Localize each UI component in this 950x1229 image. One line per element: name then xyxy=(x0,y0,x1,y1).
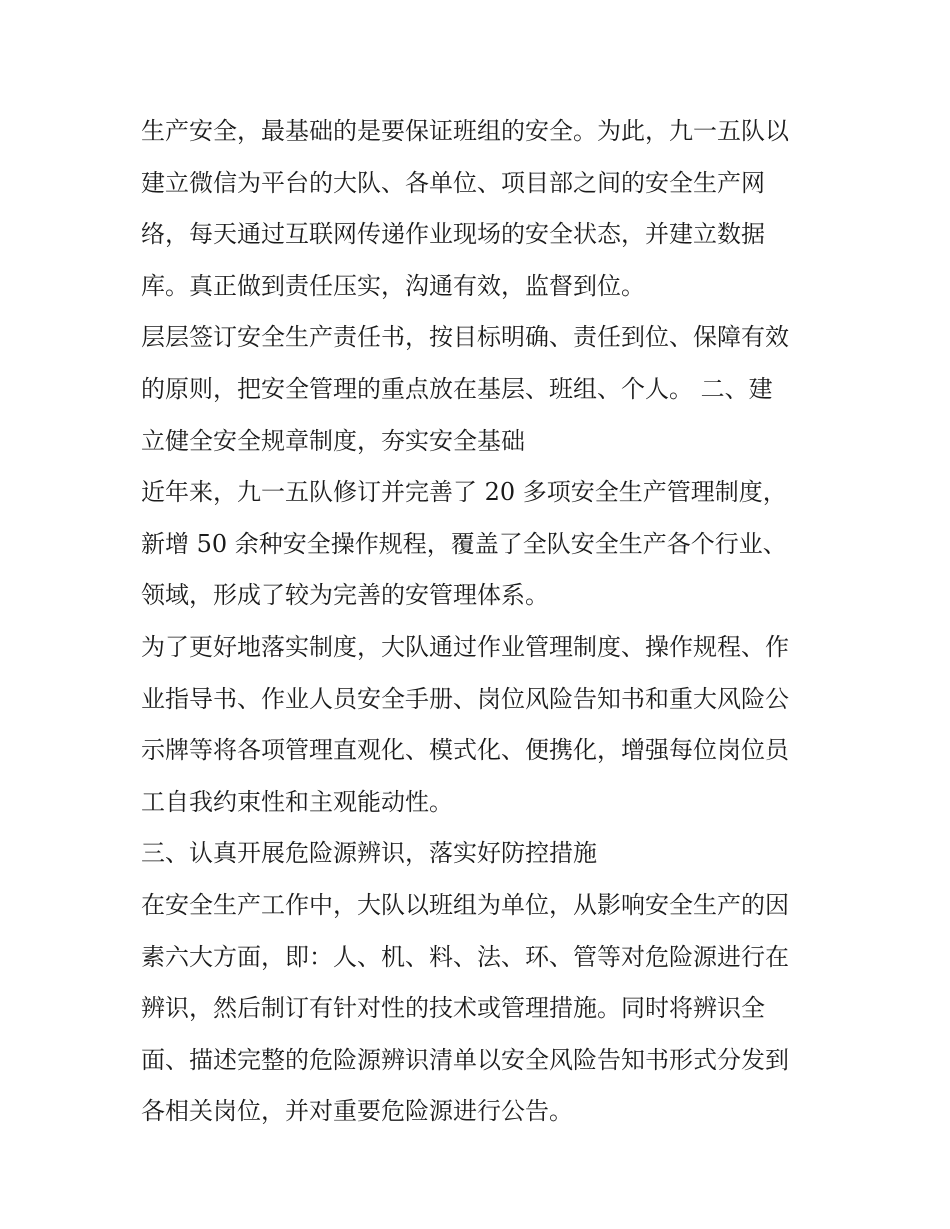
text-line: 近年来，九一五队修订并完善了 20 多项安全生产管理制度， xyxy=(141,478,787,507)
text-line: 业指导书、作业人员安全手册、岗位风险告知书和重大风险公 xyxy=(141,684,789,713)
text-line: 工自我约束性和主观能动性。 xyxy=(141,787,453,816)
text-line: 示牌等将各项管理直观化、模式化、便携化，增强每位岗位员 xyxy=(141,736,789,765)
text-line: 库。真正做到责任压实，沟通有效，监督到位。 xyxy=(141,271,645,300)
text-line: 生产安全，最基础的是要保证班组的安全。为此，九一五队以 xyxy=(141,117,789,145)
paragraph-responsibility xyxy=(141,312,821,467)
document-body xyxy=(141,106,821,1138)
text-line: 面、描述完整的危险源辨识清单以安全风险告知书形式分发到 xyxy=(141,1045,789,1074)
text-line: 层层签订安全生产责任书，按目标明确、责任到位、保障有效 xyxy=(141,323,789,352)
section-heading-hazard-identification xyxy=(141,828,821,880)
paragraph-implementation xyxy=(141,622,821,828)
text-line: 建立微信为平台的大队、各单位、项目部之间的安全生产网 xyxy=(141,168,765,197)
text-line: 新增 50 余种安全操作规程，覆盖了全队安全生产各个行业、 xyxy=(141,529,787,558)
text-line: 的原则，把安全管理的重点放在基层、班组、个人。 二、建 xyxy=(141,374,773,403)
text-line: 在安全生产工作中，大队以班组为单位，从影响安全生产的因 xyxy=(141,890,789,919)
text-line: 为了更好地落实制度，大队通过作业管理制度、操作规程、作 xyxy=(141,632,789,661)
paragraph-team-safety xyxy=(141,106,821,312)
text-line: 络，每天通过互联网传递作业现场的安全状态，并建立数据 xyxy=(141,220,765,249)
text-line: 三、认真开展危险源辨识，落实好防控措施 xyxy=(141,839,597,868)
paragraph-hazard-sources xyxy=(141,880,821,1138)
text-line: 辨识，然后制订有针对性的技术或管理措施。同时将辨识全 xyxy=(141,994,765,1023)
text-line: 领域，形成了较为完善的安管理体系。 xyxy=(141,581,549,610)
text-line: 素六大方面，即：人、机、料、法、环、管等对危险源进行在 xyxy=(141,942,789,971)
text-line: 各相关岗位，并对重要危险源进行公告。 xyxy=(141,1097,573,1126)
paragraph-regulations xyxy=(141,467,821,622)
text-line: 立健全安全规章制度，夯实安全基础 xyxy=(141,426,525,455)
